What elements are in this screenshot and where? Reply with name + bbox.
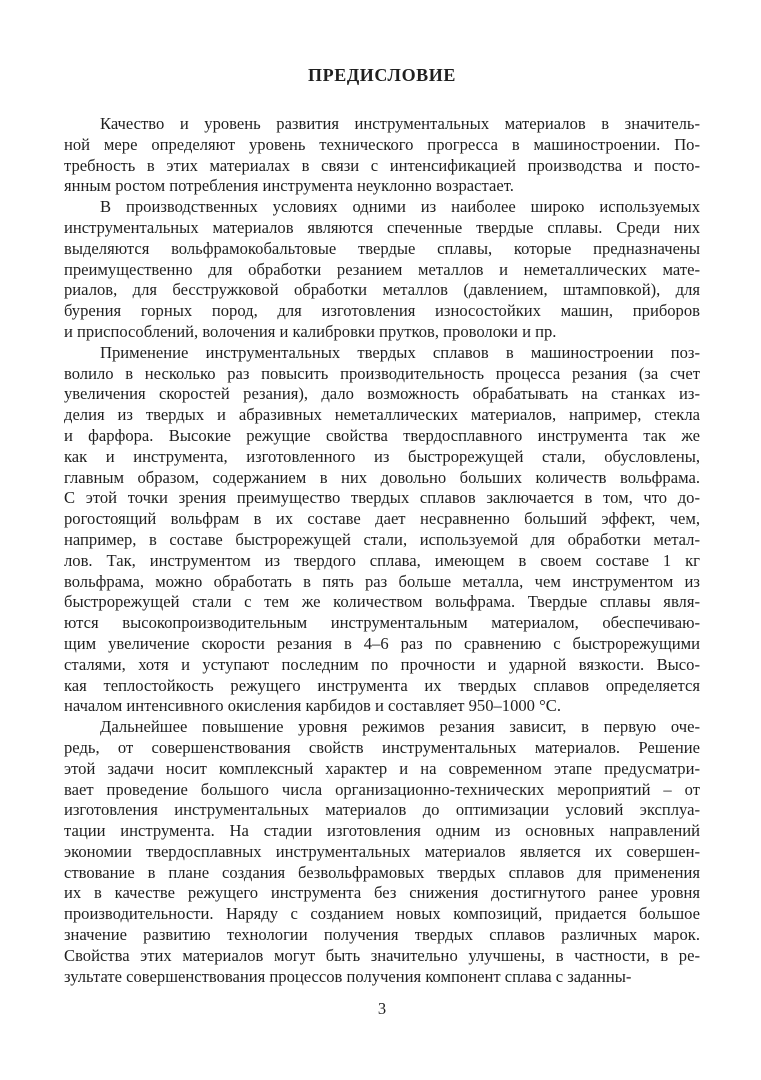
text-line: ются высокопроизводительным инструментальным материалом, обеспечиваю- bbox=[64, 613, 700, 633]
text-line: например, в составе быстрорежущей стали, используемой для обработки метал- bbox=[64, 529, 700, 549]
text-line: лов. Так, инструментом из твердого сплава, имеющем в своем составе 1 кг bbox=[64, 550, 700, 570]
paragraph bbox=[64, 717, 700, 987]
text-line: бурения горных пород, для изготовления износостойких машин, приборов bbox=[64, 301, 700, 321]
text-line: риалов, для бесстружковой обработки металлов (давлением, штамповкой), для bbox=[64, 280, 700, 300]
text-line: волило в несколько раз повысить производительность процесса резания (за счет bbox=[64, 363, 700, 383]
text-line: янным ростом потребления инструмента неуклонно возрастает. bbox=[64, 176, 514, 196]
text-line: быстрорежущей стали с тем же количеством вольфрама. Твердые сплавы явля- bbox=[64, 592, 700, 612]
text-line: выделяются вольфрамокобальтовые твердые сплавы, которые предназначены bbox=[64, 238, 700, 258]
text-line: щим увеличение скорости резания в 4–6 раз по сравнению с быстрорежущими bbox=[64, 633, 700, 653]
text-line: кая теплостойкость режущего инструмента их твердых сплавов определяется bbox=[64, 675, 700, 695]
text-line: вает проведение большого числа организационно-технических мероприятий – от bbox=[64, 779, 700, 799]
text-line: В производственных условиях одними из наиболее широко используемых bbox=[100, 197, 700, 217]
text-line: началом интенсивного окисления карбидов и составляет 950–1000 °С. bbox=[64, 696, 561, 716]
text-line: производительности. Наряду с созданием новых композиций, придается большое bbox=[64, 904, 700, 924]
paragraph bbox=[64, 197, 700, 343]
page-number: 3 bbox=[377, 999, 387, 1018]
text-line: Свойства этих материалов могут быть значительно улучшены, в частности, в ре- bbox=[64, 945, 700, 965]
text-line: требность в этих материалах в связи с интенсификацией производства и посто- bbox=[64, 155, 700, 175]
text-line: главным образом, содержанием в них довольно больших количеств вольфрама. bbox=[64, 467, 700, 487]
text-line: ствование в плане создания безвольфрамовых твердых сплавов для применения bbox=[64, 862, 700, 882]
text-line: Применение инструментальных твердых сплавов в машиностроении поз- bbox=[100, 342, 700, 362]
text-line: значение развитию технологии получения твердых сплавов различных марок. bbox=[64, 925, 700, 945]
page-title: ПРЕДИСЛОВИЕ bbox=[308, 65, 456, 85]
text-line: и фарфора. Высокие режущие свойства твердосплавного инструмента так же bbox=[64, 425, 700, 445]
text-line: вольфрама, можно обработать в пять раз больше металла, чем инструментом из bbox=[64, 571, 700, 591]
text-line: делия из твердых и абразивных неметаллических материалов, например, стекла bbox=[64, 405, 700, 425]
text-line: экономии твердосплавных инструментальных материалов является их совершен- bbox=[64, 841, 700, 861]
text-line: Качество и уровень развития инструментальных материалов в значитель- bbox=[100, 114, 700, 133]
text-line: Дальнейшее повышение уровня режимов резания зависит, в первую оче- bbox=[100, 717, 700, 737]
text-line: зультате совершенствования процессов получения компонент сплава с заданны- bbox=[64, 966, 632, 986]
text-line: ной мере определяют уровень технического прогресса в машиностроении. По- bbox=[64, 134, 700, 154]
text-line: увеличения скоростей резания), дало возможность обрабатывать на станках из- bbox=[64, 384, 700, 404]
text-line: их в качестве режущего инструмента без снижения достигнутого ранее уровня bbox=[64, 883, 700, 903]
text-line: этой задачи носит комплексный характер и на современном этапе предусматри- bbox=[64, 758, 700, 778]
text-line: рогостоящий вольфрам в их составе дает несравненно больший эффект, чем, bbox=[64, 509, 700, 529]
text-line: сталями, хотя и уступают последним по прочности и ударной вязкости. Высо- bbox=[64, 654, 700, 674]
page-content bbox=[64, 64, 700, 987]
preface-text bbox=[64, 114, 700, 987]
text-line: тации инструмента. На стадии изготовления одним из основных направлений bbox=[64, 821, 700, 841]
text-line: и приспособлений, волочения и калибровки прутков, проволоки и пр. bbox=[64, 321, 557, 341]
text-line: редь, от совершенствования свойств инструментальных материалов. Решение bbox=[64, 737, 700, 757]
text-line: изготовления инструментальных материалов до оптимизации условий эксплуа- bbox=[64, 800, 700, 820]
text-line: С этой точки зрения преимущество твердых сплавов заключается в том, что до- bbox=[64, 488, 700, 508]
paragraph bbox=[64, 114, 700, 197]
paragraph bbox=[64, 343, 700, 717]
text-line: инструментальных материалов являются спеченные твердые сплавы. Среди них bbox=[64, 217, 700, 237]
text-line: как и инструмента, изготовленного из быстрорежущей стали, обусловлены, bbox=[64, 446, 700, 466]
text-line: преимущественно для обработки резанием металлов и неметаллических мате- bbox=[64, 259, 700, 279]
